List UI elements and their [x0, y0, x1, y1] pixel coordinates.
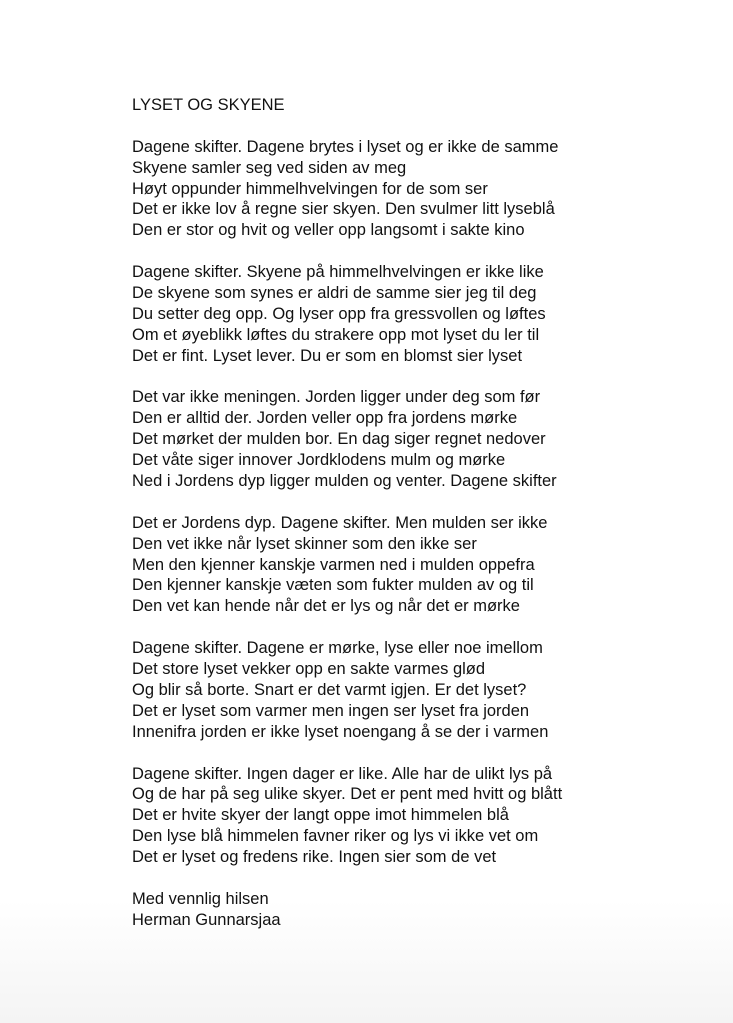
poem-line: Om et øyeblikk løftes du strakere opp mot lyset du ler til — [132, 325, 540, 344]
poem-line: Og blir så borte. Snart er det varmt igjen. Er det lyset? — [132, 680, 527, 699]
stanza-5 — [132, 638, 712, 742]
poem-line: Og de har på seg ulike skyer. Det er pent med hvitt og blått — [132, 785, 563, 804]
author-name: Herman Gunnarsjaa — [132, 910, 281, 929]
poem-line: Den vet ikke når lyset skinner som den ikke ser — [132, 534, 477, 553]
stanza-1 — [132, 137, 712, 241]
poem-line: Det er lyset som varmer men ingen ser lyset fra jorden — [132, 701, 530, 720]
poem-line: Skyene samler seg ved siden av meg — [132, 158, 407, 177]
poem-line: Dagene skifter. Dagene er mørke, lyse eller noe imellom — [132, 639, 543, 658]
poem-title: LYSET OG SKYENE — [132, 96, 285, 114]
closing-greeting: Med vennlig hilsen — [132, 889, 269, 908]
stanza-4 — [132, 513, 712, 617]
poem-line: Det er ikke lov å regne sier skyen. Den svulmer litt lyseblå — [132, 200, 555, 219]
stanza-3 — [132, 387, 712, 491]
poem-line: Det våte siger innover Jordklodens mulm og mørke — [132, 451, 506, 470]
poem-line: Det er lyset og fredens rike. Ingen sier som de vet — [132, 848, 497, 867]
poem-line: Den er alltid der. Jorden veller opp fra jordens mørke — [132, 409, 518, 428]
poem-line: Ned i Jordens dyp ligger mulden og venter. Dagene skifter — [132, 472, 557, 491]
poem-line: Men den kjenner kanskje varmen ned i mulden oppefra — [132, 555, 535, 574]
poem-line: Den lyse blå himmelen favner riker og lys vi ikke vet om — [132, 827, 539, 846]
poem-line: Det er hvite skyer der langt oppe imot himmelen blå — [132, 806, 509, 825]
poem-line: Det mørket der mulden bor. En dag siger regnet nedover — [132, 430, 546, 449]
poem-line: Dagene skifter. Ingen dager er like. Alle har de ulikt lys på — [132, 764, 553, 783]
poem-line: Det er fint. Lyset lever. Du er som en blomst sier lyset — [132, 346, 523, 365]
poem-line: Det er Jordens dyp. Dagene skifter. Men mulden ser ikke — [132, 513, 548, 532]
poem-line: Det store lyset vekker opp en sakte varmes glød — [132, 660, 486, 679]
poem-line: Det var ikke meningen. Jorden ligger under deg som før — [132, 388, 541, 407]
poem-line: Dagene skifter. Skyene på himmelhvelvingen er ikke like — [132, 263, 544, 282]
closing — [132, 889, 712, 931]
stanza-6 — [132, 764, 712, 868]
poem-line: Høyt oppunder himmelhvelvingen for de som ser — [132, 179, 488, 198]
poem-line: De skyene som synes er aldri de samme sier jeg til deg — [132, 284, 537, 303]
poem — [132, 95, 712, 931]
stanza-2 — [132, 262, 712, 366]
poem-line: Innenifra jorden er ikke lyset noengang å se der i varmen — [132, 722, 549, 741]
poem-line: Den vet kan hende når det er lys og når det er mørke — [132, 597, 520, 616]
poem-line: Den er stor og hvit og veller opp langsomt i sakte kino — [132, 221, 525, 240]
poem-line: Du setter deg opp. Og lyser opp fra gressvollen og løftes — [132, 304, 546, 323]
poem-line: Den kjenner kanskje væten som fukter mulden av og til — [132, 576, 534, 595]
poem-line: Dagene skifter. Dagene brytes i lyset og er ikke de samme — [132, 137, 559, 156]
